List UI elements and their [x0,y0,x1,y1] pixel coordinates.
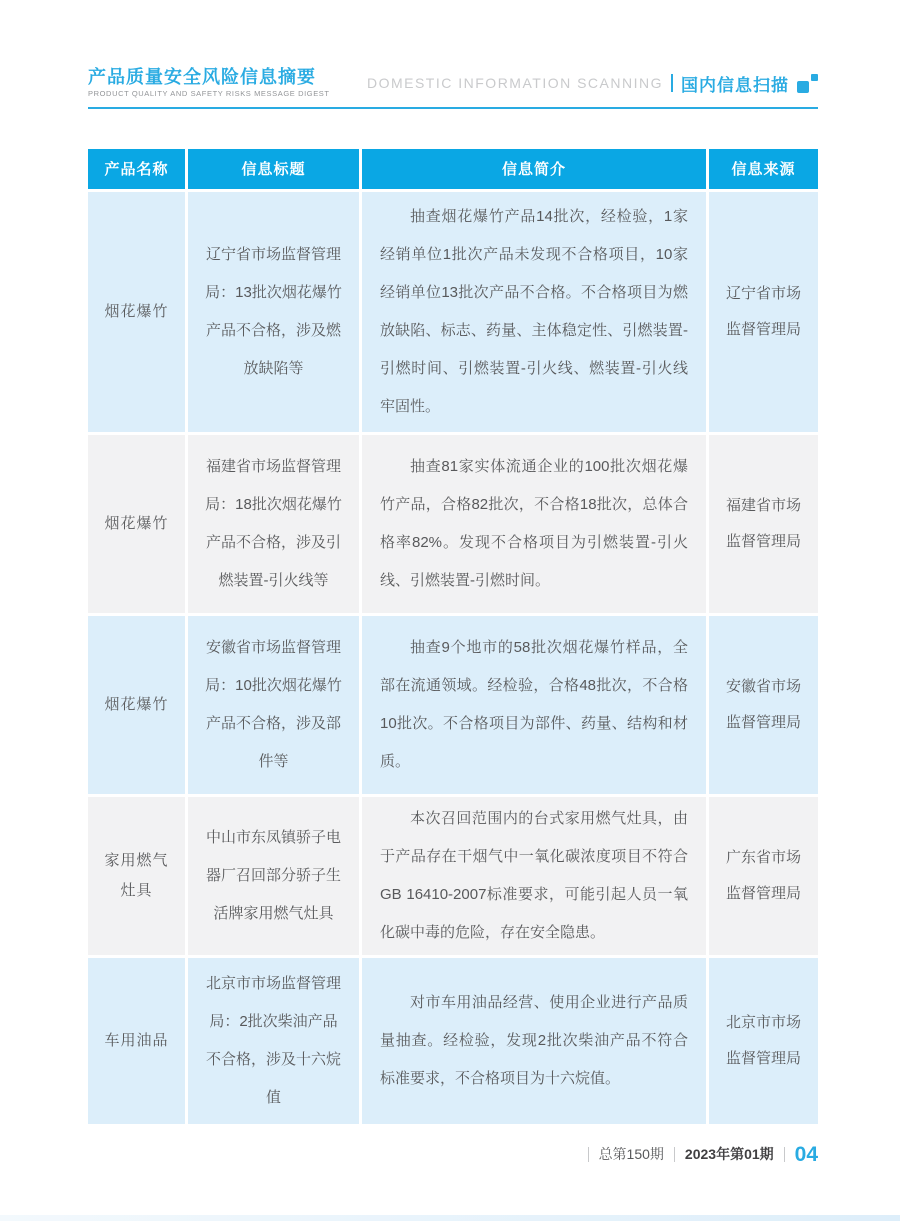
summary-cell [362,797,706,955]
issue-number-label: 2023年第01期 [684,1146,774,1162]
footer-separator [588,1147,589,1162]
divider-bar [671,74,673,92]
summary-cell [362,435,706,613]
summary-text: 抽查烟花爆竹产品14批次，经检验，1家经销单位1批次产品未发现不合格项目，10家经销单位13批次产品不合格。不合格项目为燃放缺陷、标志、药量、主体稳定性、引燃装置-引燃时间、引燃装置-引火线、燃装置-引火线牢固性。 [380,207,688,415]
source-cell: 安徽省市场监督管理局 [709,616,818,794]
source-cell: 辽宁省市场监督管理局 [709,192,818,432]
summary-cell [362,616,706,794]
product-cell: 家用燃气灶具 [88,797,185,955]
summary-text: 对市车用油品经营、使用企业进行产品质量抽查。经检验，发现2批次柴油产品不符合标准要求，不合格项目为十六烷值。 [380,993,688,1087]
section-title-cn: 国内信息扫描 [681,75,789,95]
summary-text: 抽查81家实体流通企业的100批次烟花爆竹产品，合格82批次，不合格18批次，总体合格率82%。发现不合格项目为引燃装置-引火线、引燃装置-引燃时间。 [380,457,688,589]
section-title-en: DOMESTIC INFORMATION SCANNING [366,75,663,91]
col-header-source: 信息来源 [709,149,818,189]
section-label-block [367,71,818,98]
summary-text: 抽查9个地市的58批次烟花爆竹样品，全部在流通领域。经检验，合格48批次，不合格10批次。不合格项目为部件、药量、结构和材质。 [380,638,688,770]
big-square-icon [797,81,809,93]
digest-title-cn: 产品质量安全风险信息摘要 [88,67,316,87]
pixel-squares-icon [797,74,818,93]
digest-title-en: PRODUCT QUALITY AND SAFETY RISKS MESSAGE DIGEST [88,89,330,98]
page-footer [88,1144,818,1165]
col-header-product: 产品名称 [88,149,185,189]
product-cell: 烟花爆竹 [88,616,185,794]
table-row [88,192,818,432]
issue-total-label: 总第150期 [598,1146,664,1162]
source-cell: 北京市市场监督管理局 [709,958,818,1124]
table-row [88,616,818,794]
product-cell: 车用油品 [88,958,185,1124]
footer-separator [784,1147,785,1162]
info-title-cell: 中山市东凤镇骄子电器厂召回部分骄子生活牌家用燃气灶具 [188,797,359,955]
table-header-row [88,149,818,189]
table-row [88,435,818,613]
bottom-accent-strip [0,1215,900,1221]
digest-title-block [88,68,330,98]
info-title-cell: 福建省市场监督管理局：18批次烟花爆竹产品不合格，涉及引燃装置-引火线等 [188,435,359,613]
product-cell: 烟花爆竹 [88,435,185,613]
info-title-cell: 辽宁省市场监督管理局：13批次烟花爆竹产品不合格，涉及燃放缺陷等 [188,192,359,432]
table-row [88,797,818,955]
source-cell: 广东省市场监督管理局 [709,797,818,955]
summary-text: 本次召回范围内的台式家用燃气灶具，由于产品存在干烟气中一氧化碳浓度项目不符合GB 16410-2007标准要求，可能引起人员一氧化碳中毒的危险，存在安全隐患。 [380,809,688,941]
footer-separator [674,1147,675,1162]
col-header-summary: 信息简介 [362,149,706,189]
product-cell: 烟花爆竹 [88,192,185,432]
header-rule [88,107,818,109]
page-header [88,0,818,109]
small-square-icon [811,74,818,81]
source-cell: 福建省市场监督管理局 [709,435,818,613]
page-number: 04 [794,1142,818,1166]
info-table [88,149,818,1124]
info-title-cell: 安徽省市场监督管理局：10批次烟花爆竹产品不合格，涉及部件等 [188,616,359,794]
info-title-cell: 北京市市场监督管理局：2批次柴油产品不合格，涉及十六烷值 [188,958,359,1124]
table-row [88,958,818,1124]
summary-cell [362,192,706,432]
col-header-title: 信息标题 [188,149,359,189]
summary-cell [362,958,706,1124]
